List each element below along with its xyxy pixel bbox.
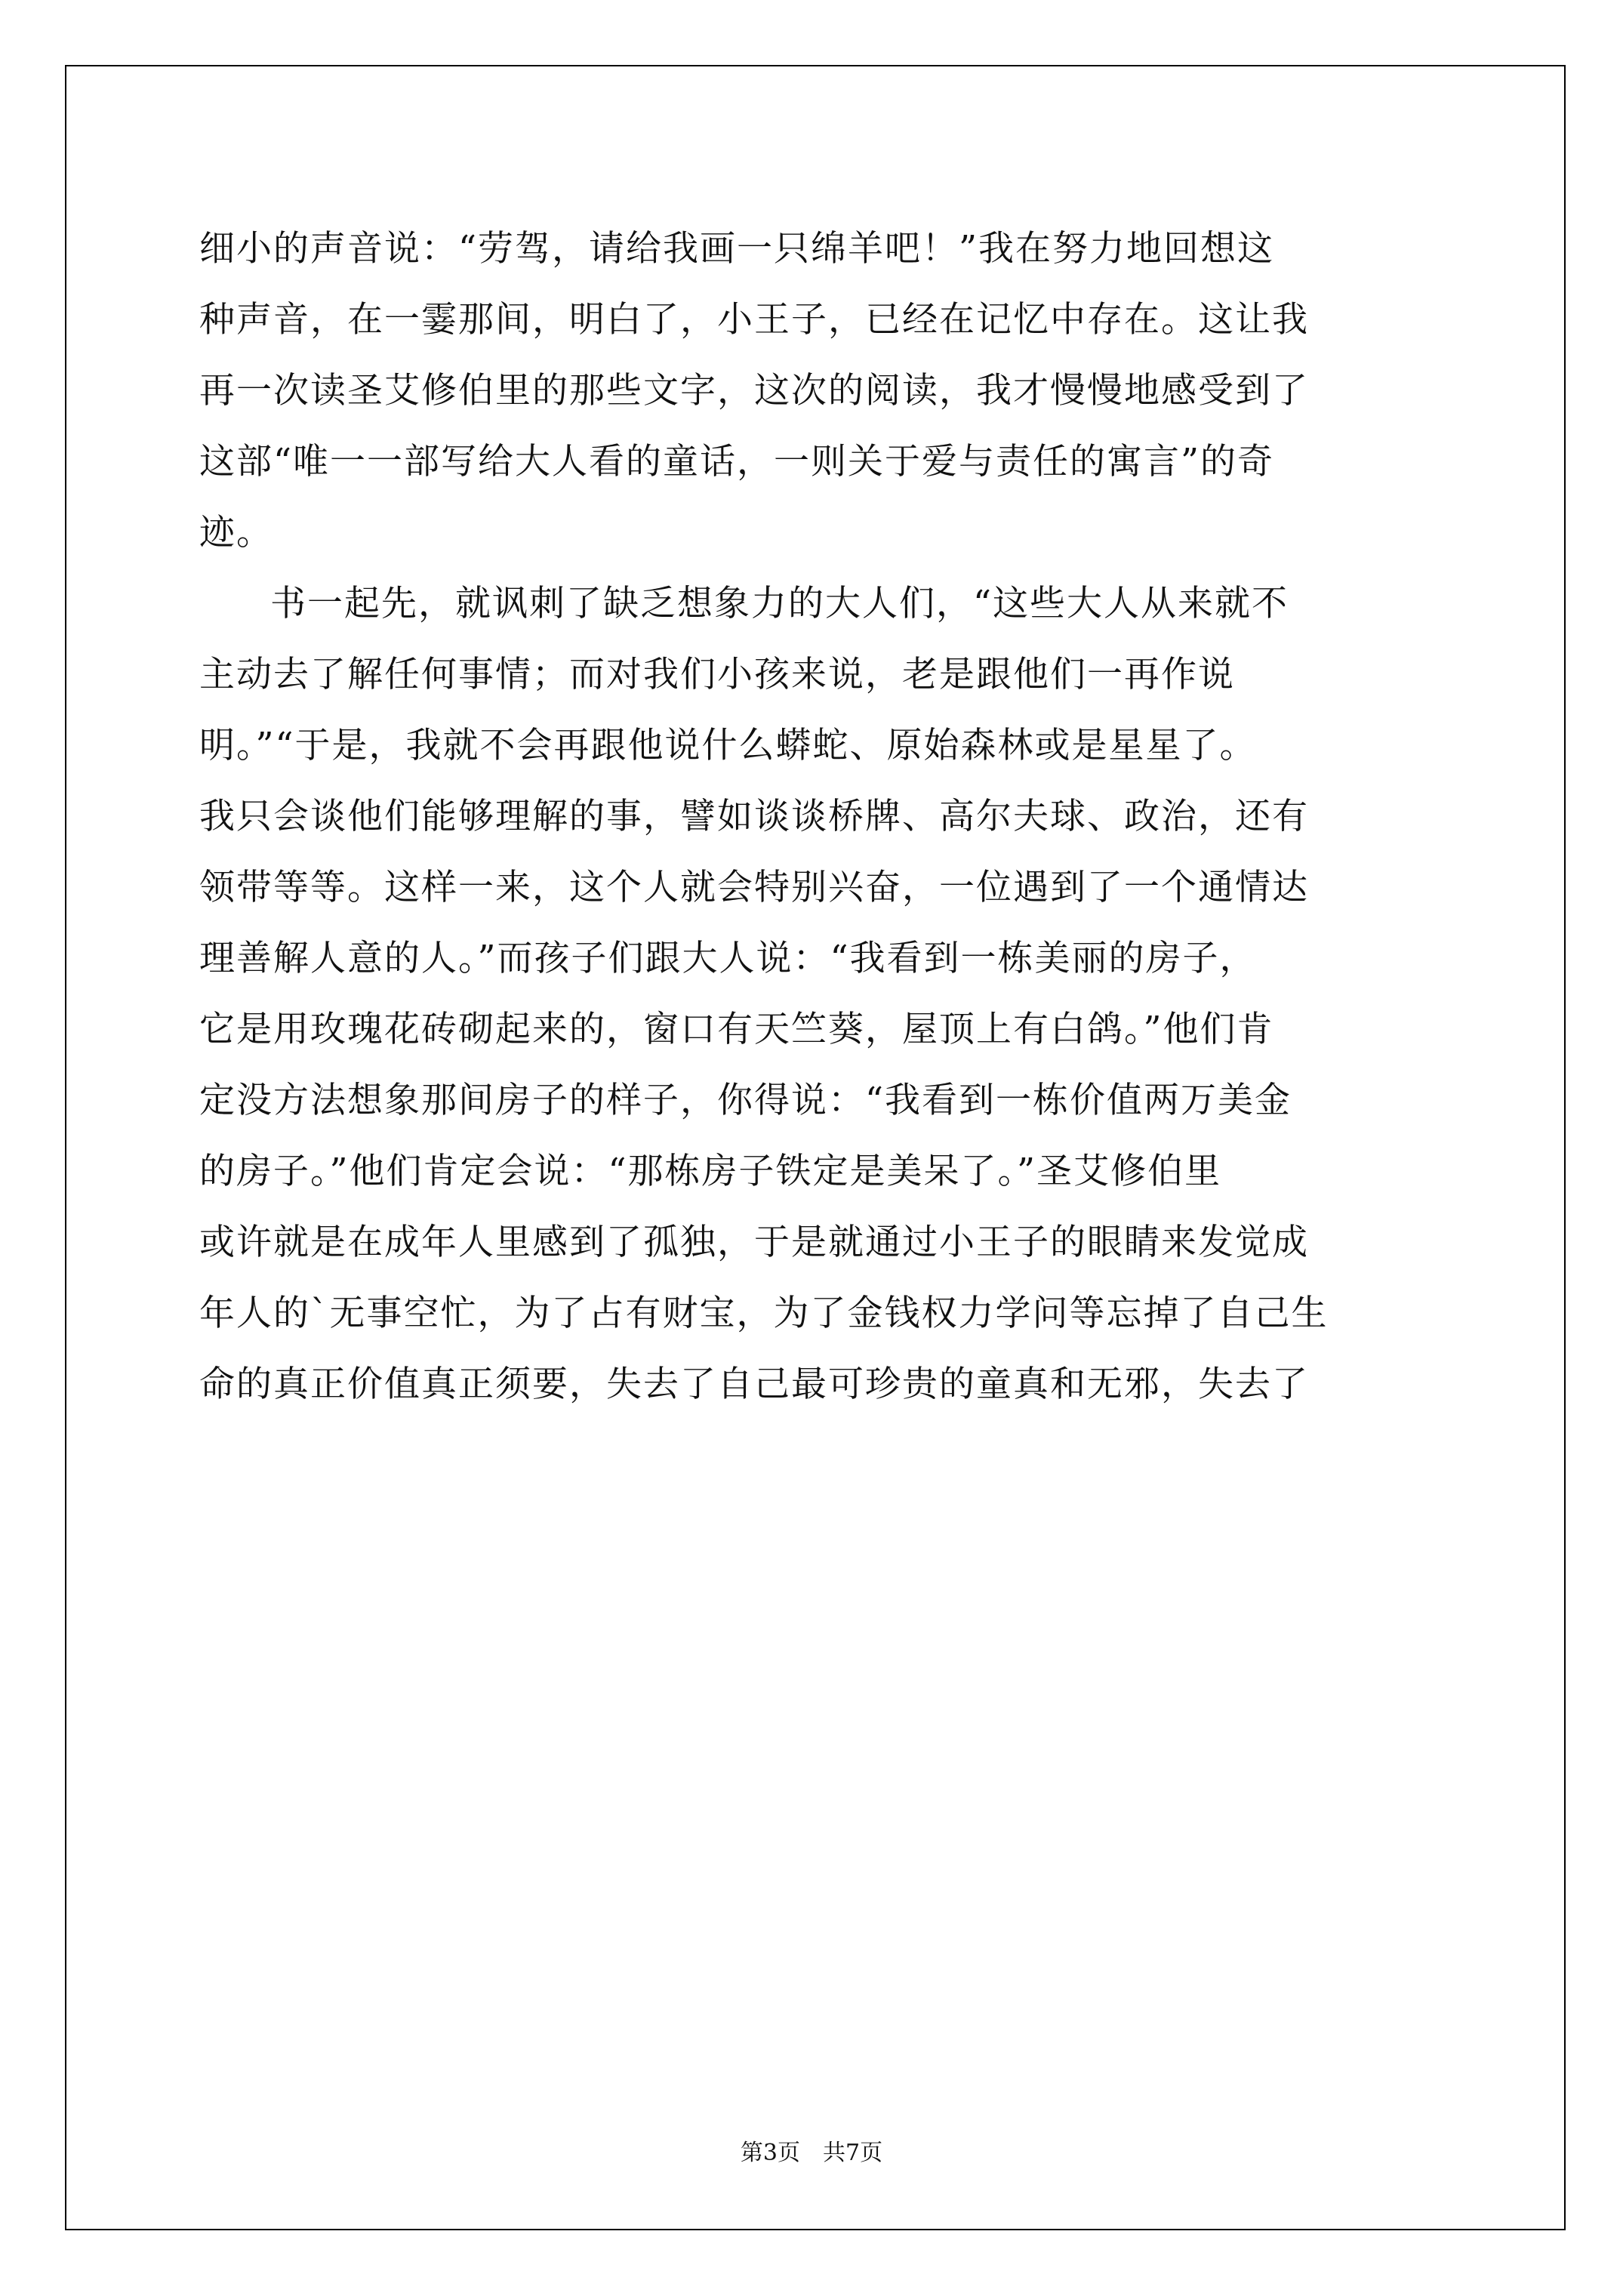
text-line: 再一次读圣艾修伯里的那些文字，这次的阅读，我才慢慢地感受到了: [199, 370, 1309, 411]
text-line: 领带等等。这样一来，这个人就会特别兴奋，一位遇到了一个通情达: [199, 867, 1309, 908]
text-line: 迹。: [199, 512, 273, 553]
text-line: 命的真正价值真正须要，失去了自己最可珍贵的童真和无邪，失去了: [199, 1364, 1309, 1405]
text-line: 主动去了解任何事情；而对我们小孩来说，老是跟他们一再作说: [199, 654, 1235, 695]
document-body: [199, 214, 1430, 1420]
page-footer: [0, 2134, 1623, 2167]
page-number: 第3页: [740, 2140, 800, 2166]
text-line: 我只会谈他们能够理解的事，譬如谈谈桥牌、高尔夫球、政治，还有: [199, 796, 1309, 837]
text-line: 这部“唯一一部写给大人看的童话，一则关于爱与责任的寓言”的奇: [199, 441, 1275, 482]
text-line: 或许就是在成年人里感到了孤独，于是就通过小王子的眼睛来发觉成: [199, 1222, 1309, 1263]
page-total: 共7页: [823, 2140, 883, 2166]
text-line: 定没方法想象那间房子的样子，你得说：“我看到一栋价值两万美金: [199, 1080, 1292, 1121]
text-line: 细小的声音说：“劳驾，请给我画一只绵羊吧！”我在努力地回想这: [199, 228, 1275, 270]
text-line: 年人的`无事空忙，为了占有财宝，为了金钱权力学问等忘掉了自己生: [199, 1293, 1329, 1334]
text-line: 理善解人意的人。”而孩子们跟大人说：“我看到一栋美丽的房子，: [199, 938, 1257, 979]
text-line: 的房子。”他们肯定会说：“那栋房子铁定是美呆了。”圣艾修伯里: [199, 1151, 1222, 1192]
text-line: 书一起先，就讽刺了缺乏想象力的大人们，“这些大人从来就不: [270, 583, 1289, 624]
text-line: 明。”“于是，我就不会再跟他说什么蟒蛇、原始森林或是星星了。: [199, 725, 1257, 766]
text-line: 种声音，在一霎那间，明白了，小王子，已经在记忆中存在。这让我: [199, 299, 1309, 341]
text-line: 它是用玫瑰花砖砌起来的，窗口有天竺葵，屋顶上有白鸽。”他们肯: [199, 1009, 1274, 1050]
